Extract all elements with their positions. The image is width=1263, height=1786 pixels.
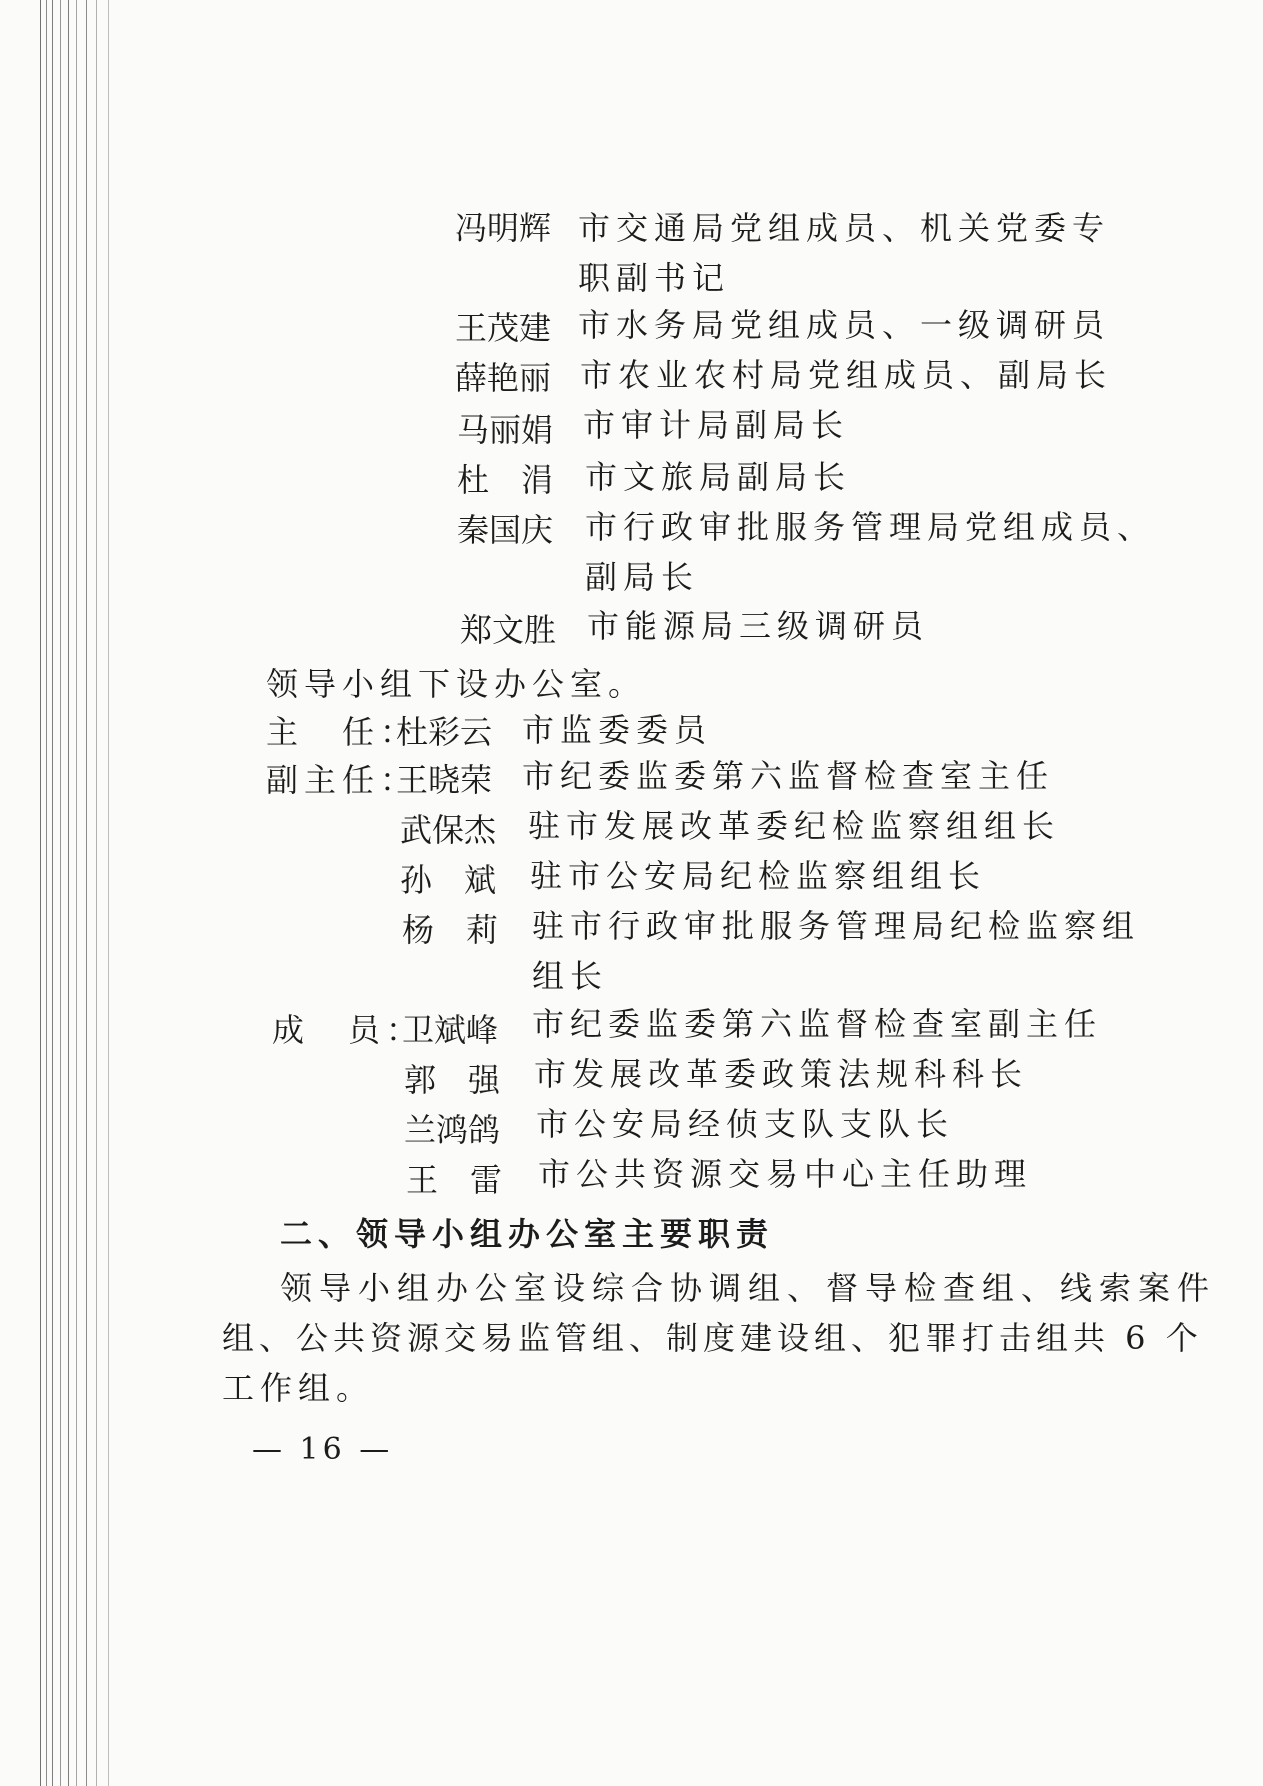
staff-name: 王 雷 — [406, 1161, 503, 1199]
deputy-title: 驻市行政审批服务管理局纪检监察组 — [532, 907, 1141, 945]
deputy-title: 市纪委监委第六监督检查室主任 — [522, 757, 1055, 795]
staff-title: 市纪委监委第六监督检查室副主任 — [532, 1005, 1103, 1043]
member-name: 秦国庆 — [457, 511, 554, 549]
member-title-cont: 副局长 — [585, 558, 700, 596]
member-title: 市行政审批服务管理局党组成员、 — [585, 508, 1156, 546]
deputy-name: 武保杰 — [400, 811, 497, 849]
member-name: 王茂建 — [455, 309, 552, 347]
member-title: 市文旅局副局长 — [585, 458, 852, 496]
member-role: 成 员： — [272, 1011, 425, 1049]
deputy-title-cont: 组长 — [532, 957, 609, 995]
member-title: 市水务局党组成员、一级调研员 — [578, 306, 1111, 344]
deputy-title: 驻市公安局纪检监察组组长 — [530, 857, 987, 895]
deputy-title: 驻市发展改革委纪检监察组组长 — [528, 807, 1061, 845]
director-title: 市监委委员 — [522, 711, 713, 749]
member-title: 市交通局党组成员、机关党委专 — [578, 209, 1111, 247]
member-name: 薛艳丽 — [455, 359, 552, 397]
staff-title: 市公安局经侦支队支队长 — [536, 1105, 955, 1143]
member-title: 市农业农村局党组成员、副局长 — [580, 356, 1113, 394]
office-intro: 领导小组下设办公室。 — [266, 665, 647, 703]
staff-name: 兰鸿鸽 — [404, 1111, 501, 1149]
deputy-name: 孙 斌 — [400, 861, 497, 899]
member-title: 市能源局三级调研员 — [587, 607, 930, 645]
deputy-role: 副主任： — [266, 761, 419, 799]
director-role: 主 任： — [266, 713, 419, 751]
deputy-name: 王晓荣 — [396, 761, 493, 799]
member-name: 杜 涓 — [457, 461, 554, 499]
member-name: 冯明辉 — [455, 209, 552, 247]
member-title-cont: 职副书记 — [578, 259, 731, 297]
director-name: 杜彩云 — [396, 713, 493, 751]
staff-name: 卫斌峰 — [402, 1011, 499, 1049]
section-heading: 二、领导小组办公室主要职责 — [280, 1215, 775, 1253]
paragraph-line: 工作组。 — [222, 1369, 375, 1407]
page-number: — 16 — — [252, 1432, 394, 1467]
member-name: 马丽娟 — [457, 411, 554, 449]
deputy-name: 杨 莉 — [402, 911, 499, 949]
staff-title: 市发展改革委政策法规科科长 — [534, 1055, 1029, 1093]
paragraph-line: 领导小组办公室设综合协调组、督导检查组、线索案件 — [280, 1269, 1217, 1307]
member-title: 市审计局副局长 — [583, 406, 850, 444]
paragraph-line: 组、公共资源交易监管组、制度建设组、犯罪打击组共 6 个 — [222, 1319, 1203, 1357]
binding-edge — [30, 0, 150, 1786]
member-name: 郑文胜 — [460, 611, 557, 649]
staff-name: 郭 强 — [404, 1061, 501, 1099]
staff-title: 市公共资源交易中心主任助理 — [538, 1155, 1033, 1193]
